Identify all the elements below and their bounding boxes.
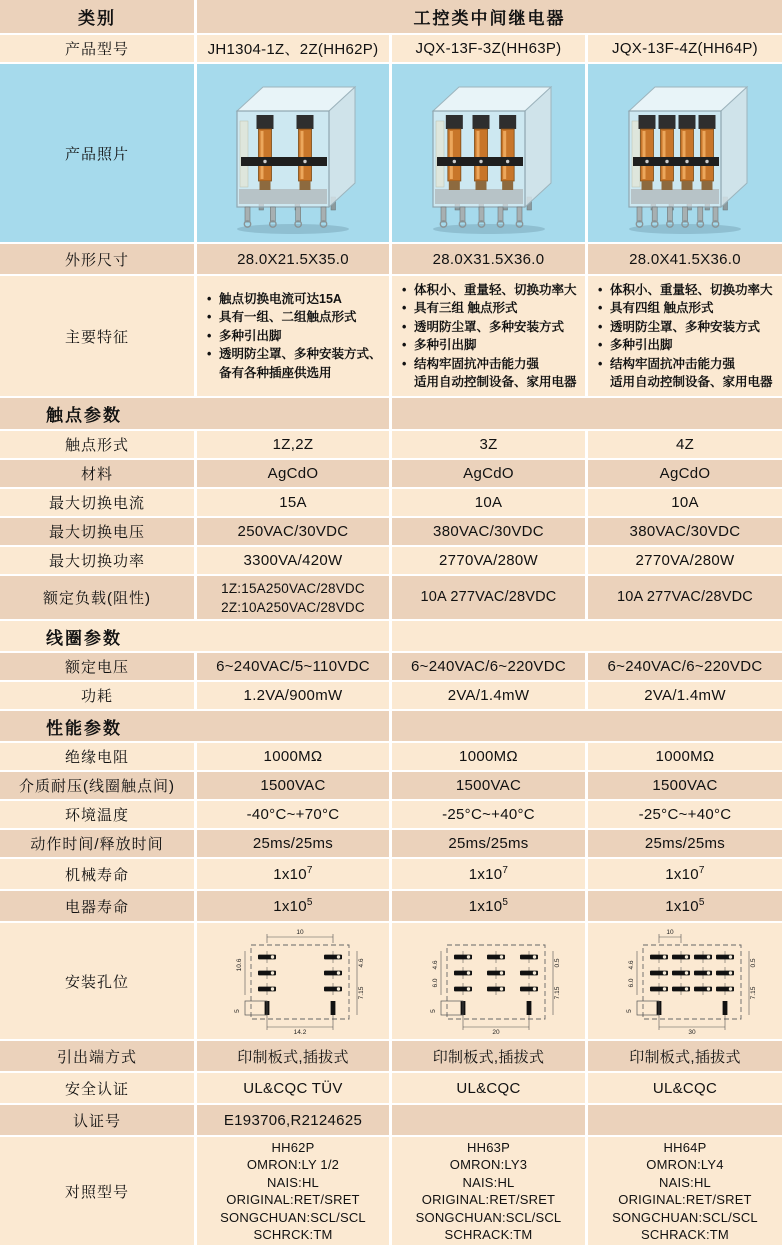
material-row <box>0 460 782 487</box>
value-exponent: 5 <box>698 896 705 908</box>
dimension-label: 10.6 <box>236 958 243 972</box>
mechanical-life-row <box>0 859 782 889</box>
product-model-row <box>0 35 782 62</box>
max-switching-current-cell: 10A <box>588 489 782 516</box>
safety-certification-row <box>0 1073 782 1103</box>
cell-line: ORIGINAL:RET/SRET <box>618 1192 752 1207</box>
section-label-contact-params: 触点参数 <box>0 398 389 429</box>
value-exponent: 7 <box>502 864 509 876</box>
cell-line: NAIS:HL <box>659 1174 711 1190</box>
features-cell <box>197 276 389 396</box>
features-cell <box>588 276 782 396</box>
mechanical-life-cell <box>197 859 389 889</box>
rated-voltage-cell: 6~240VAC/6~220VDC <box>588 653 782 680</box>
ambient-temperature-cell: -25°C~+40°C <box>392 801 585 828</box>
rated-voltage-cell: 6~240VAC/6~220VDC <box>392 653 585 680</box>
section-spacer-coil-params <box>392 621 782 651</box>
cell-line: SONGCHUAN:SCL/SCL <box>612 1209 758 1225</box>
max-switching-current-cell: 15A <box>197 489 389 516</box>
features-row <box>0 276 782 396</box>
value-exponent: 7 <box>306 864 313 876</box>
dimension-label: 5 <box>429 1009 437 1013</box>
feature-bullet: • 多种引出脚 <box>598 336 673 355</box>
electrical-life-value <box>665 898 705 915</box>
feature-note: 适用自动控制设备、家用电器 <box>610 375 773 389</box>
mechanical-life-value <box>665 866 705 883</box>
row-label-mechanical-life: 机械寿命 <box>0 859 194 889</box>
cross-reference-models-cell <box>392 1137 585 1245</box>
ambient-temperature-cell: -40°C~+70°C <box>197 801 389 828</box>
section-label-coil-params: 线圈参数 <box>0 621 389 651</box>
value-base: 1x10 <box>665 897 699 915</box>
cell-line: HH62P <box>271 1139 315 1155</box>
coil-params-row <box>0 621 782 651</box>
power-consumption-cell: 2VA/1.4mW <box>588 682 782 709</box>
dimension-label: 4.6 <box>431 960 439 970</box>
max-switching-voltage-cell: 380VAC/30VDC <box>392 518 585 545</box>
safety-certification-cell: UL&CQC <box>588 1073 782 1103</box>
dimensions-row <box>0 244 782 274</box>
max-switching-voltage-cell: 380VAC/30VDC <box>588 518 782 545</box>
row-label-max-switching-current: 最大切换电流 <box>0 489 194 516</box>
dimension-label: 7.15 <box>358 986 365 1000</box>
row-label-electrical-life: 电器寿命 <box>0 891 194 921</box>
value-exponent: 5 <box>306 896 313 908</box>
dimension-label: 4.6 <box>628 960 635 970</box>
dimension-label: 7.15 <box>553 986 561 1000</box>
ambient-temperature-row <box>0 801 782 828</box>
feature-bullet: • 具有三组 触点形式 <box>402 299 517 318</box>
dimensions-cell: 28.0X41.5X36.0 <box>588 244 782 274</box>
dimension-label: 10 <box>666 929 674 936</box>
feature-note: 适用自动控制设备、家用电器 <box>414 375 577 389</box>
row-label-features: 主要特征 <box>0 276 194 396</box>
dimension-label: 4.6 <box>358 958 365 968</box>
value-base: 1x10 <box>468 865 503 883</box>
terminal-type-cell: 印制板式,插拔式 <box>197 1041 389 1071</box>
performance-params-row <box>0 711 782 741</box>
max-switching-current-row <box>0 489 782 516</box>
dimension-label: 10 <box>296 929 304 936</box>
max-switching-power-cell: 3300VA/420W <box>197 547 389 574</box>
max-switching-current-cell: 10A <box>392 489 585 516</box>
features-cell <box>392 276 585 396</box>
photo-cell <box>392 64 585 242</box>
category-title: 工控类中间继电器 <box>197 0 782 33</box>
cell-line: SONGCHUAN:SCL/SCL <box>220 1209 366 1225</box>
dimension-label: 7.15 <box>750 986 757 1000</box>
dimension-label: 30 <box>688 1029 696 1035</box>
electrical-life-value <box>273 898 313 915</box>
dimensions-cell: 28.0X31.5X36.0 <box>392 244 585 274</box>
relay-photo-2pole <box>213 71 373 235</box>
rated-load-cell <box>197 576 389 619</box>
cell-line: OMRON:LY3 <box>449 1157 528 1172</box>
insulation-resistance-cell: 1000MΩ <box>588 743 782 770</box>
mechanical-life-value <box>273 866 313 883</box>
mounting-holes-row <box>0 923 782 1039</box>
mounting-diagram-2col <box>205 927 381 1035</box>
photo-cell <box>588 64 782 242</box>
dielectric-strength-cell: 1500VAC <box>392 772 585 799</box>
mounting-diagram-4col <box>597 927 773 1035</box>
max-switching-power-row <box>0 547 782 574</box>
cell-line: SCHRCK:TM <box>253 1227 333 1242</box>
safety-certification-cell: UL&CQC <box>392 1073 585 1103</box>
dimension-label: 0.5 <box>553 958 561 968</box>
cross-reference-models-cell <box>588 1137 782 1245</box>
certification-number-cell: E193706,R2124625 <box>197 1105 389 1135</box>
feature-bullet: • 具有一组、二组触点形式 <box>207 308 357 327</box>
cell-line: 1Z:15A250VAC/28VDC <box>221 580 365 596</box>
mechanical-life-cell <box>392 859 585 889</box>
product-model-cell: JH1304-1Z、2Z(HH62P) <box>197 35 389 62</box>
max-switching-voltage-row <box>0 518 782 545</box>
max-switching-voltage-cell: 250VAC/30VDC <box>197 518 389 545</box>
row-label-safety-certification: 安全认证 <box>0 1073 194 1103</box>
power-consumption-row <box>0 682 782 709</box>
value-exponent: 7 <box>698 864 705 876</box>
relay-photo-4pole <box>605 71 765 235</box>
cell-line: SCHRACK:TM <box>641 1227 729 1242</box>
cross-reference-models-row <box>0 1137 782 1245</box>
value-exponent: 5 <box>502 896 509 908</box>
row-label-dimensions: 外形尺寸 <box>0 244 194 274</box>
diagram-cell <box>197 923 389 1039</box>
dimension-label: 5 <box>234 1009 241 1013</box>
row-label-certification-number: 认证号 <box>0 1105 194 1135</box>
value-base: 1x10 <box>468 897 503 915</box>
feature-bullet: • 触点切换电流可达15A <box>207 290 342 309</box>
insulation-resistance-cell: 1000MΩ <box>197 743 389 770</box>
dielectric-strength-cell: 1500VAC <box>197 772 389 799</box>
feature-bullet: • 具有四组 触点形式 <box>598 299 713 318</box>
cell-line: NAIS:HL <box>267 1174 319 1190</box>
dimension-label: 0.5 <box>750 958 757 968</box>
category-row <box>0 0 782 33</box>
material-cell: AgCdO <box>392 460 585 487</box>
terminal-type-row <box>0 1041 782 1071</box>
electrical-life-value <box>469 898 509 915</box>
row-label-operate-release-time: 动作时间/释放时间 <box>0 830 194 857</box>
section-spacer-performance-params <box>392 711 782 741</box>
cell-line: OMRON:LY 1/2 <box>246 1157 340 1172</box>
value-base: 1x10 <box>665 865 699 883</box>
cell-line: SCHRACK:TM <box>444 1227 533 1242</box>
cell-line: OMRON:LY4 <box>646 1157 724 1172</box>
row-label-mounting-holes: 安装孔位 <box>0 923 194 1039</box>
dimension-label: 6.0 <box>431 978 439 988</box>
row-label-terminal-type: 引出端方式 <box>0 1041 194 1071</box>
cell-line: 10A 277VAC/28VDC <box>420 589 557 605</box>
material-cell: AgCdO <box>197 460 389 487</box>
feature-bullet: • 结构牢固抗冲击能力强 <box>598 355 735 374</box>
row-label-dielectric-strength: 介质耐压(线圈触点间) <box>0 772 194 799</box>
feature-bullet: • 透明防尘罩、多种安装方式、备有各种插座供选用 <box>207 345 385 382</box>
row-label-cross-reference-models: 对照型号 <box>0 1137 194 1245</box>
insulation-resistance-row <box>0 743 782 770</box>
row-label-max-switching-power: 最大切换功率 <box>0 547 194 574</box>
certification-number-cell <box>392 1105 585 1135</box>
contact-form-row <box>0 431 782 458</box>
diagram-cell <box>588 923 782 1039</box>
certification-number-row <box>0 1105 782 1135</box>
contact-form-cell: 3Z <box>392 431 585 458</box>
operate-release-time-row <box>0 830 782 857</box>
terminal-type-cell: 印制板式,插拔式 <box>392 1041 585 1071</box>
terminal-type-cell: 印制板式,插拔式 <box>588 1041 782 1071</box>
electrical-life-cell <box>392 891 585 921</box>
certification-number-cell <box>588 1105 782 1135</box>
row-label-max-switching-voltage: 最大切换电压 <box>0 518 194 545</box>
insulation-resistance-cell: 1000MΩ <box>392 743 585 770</box>
rated-voltage-cell: 6~240VAC/5~110VDC <box>197 653 389 680</box>
photo-cell <box>197 64 389 242</box>
feature-bullet: • 透明防尘罩、多种安装方式 <box>598 318 760 337</box>
dimensions-cell: 28.0X21.5X35.0 <box>197 244 389 274</box>
row-label-material: 材料 <box>0 460 194 487</box>
cell-line: HH63P <box>467 1139 510 1155</box>
row-label-category: 类别 <box>0 0 194 33</box>
contact-form-cell: 4Z <box>588 431 782 458</box>
cell-line: 2Z:10A250VAC/28VDC <box>221 599 365 615</box>
diagram-cell <box>392 923 585 1039</box>
power-consumption-cell: 1.2VA/900mW <box>197 682 389 709</box>
feature-bullet: • 多种引出脚 <box>402 336 477 355</box>
dielectric-strength-cell: 1500VAC <box>588 772 782 799</box>
operate-release-time-cell: 25ms/25ms <box>392 830 585 857</box>
cell-line: ORIGINAL:RET/SRET <box>226 1192 360 1207</box>
ambient-temperature-cell: -25°C~+40°C <box>588 801 782 828</box>
mechanical-life-value <box>469 866 509 883</box>
row-label-rated-voltage: 额定电压 <box>0 653 194 680</box>
relay-photo-3pole <box>409 71 569 235</box>
cell-line: 10A 277VAC/28VDC <box>617 589 753 605</box>
electrical-life-cell <box>197 891 389 921</box>
power-consumption-cell: 2VA/1.4mW <box>392 682 585 709</box>
value-base: 1x10 <box>273 897 307 915</box>
max-switching-power-cell: 2770VA/280W <box>392 547 585 574</box>
operate-release-time-cell: 25ms/25ms <box>588 830 782 857</box>
cell-line: SONGCHUAN:SCL/SCL <box>415 1209 562 1225</box>
cell-line: ORIGINAL:RET/SRET <box>421 1192 556 1207</box>
contact-params-row <box>0 398 782 429</box>
rated-voltage-row <box>0 653 782 680</box>
product-model-cell: JQX-13F-3Z(HH63P) <box>392 35 585 62</box>
row-label-insulation-resistance: 绝缘电阻 <box>0 743 194 770</box>
cross-reference-models-cell <box>197 1137 389 1245</box>
value-base: 1x10 <box>273 865 307 883</box>
row-label-power-consumption: 功耗 <box>0 682 194 709</box>
dimension-label: 5 <box>626 1009 633 1013</box>
mounting-diagram-3col <box>401 927 577 1035</box>
feature-bullet: • 体积小、重量轻、切换功率大 <box>598 281 773 300</box>
rated-load-cell <box>392 576 585 619</box>
cell-line: NAIS:HL <box>462 1174 515 1190</box>
cell-line: HH64P <box>663 1139 707 1155</box>
row-label-product-model: 产品型号 <box>0 35 194 62</box>
operate-release-time-cell: 25ms/25ms <box>197 830 389 857</box>
dielectric-strength-row <box>0 772 782 799</box>
row-label-rated-load: 额定负载(阻性) <box>0 576 194 619</box>
electrical-life-cell <box>588 891 782 921</box>
contact-form-cell: 1Z,2Z <box>197 431 389 458</box>
dimension-label: 6.0 <box>628 978 635 988</box>
feature-bullet: • 结构牢固抗冲击能力强 <box>402 355 539 374</box>
feature-bullet: • 多种引出脚 <box>207 327 282 346</box>
feature-bullet: • 体积小、重量轻、切换功率大 <box>402 281 577 300</box>
section-label-performance-params: 性能参数 <box>0 711 389 741</box>
safety-certification-cell: UL&CQC TÜV <box>197 1073 389 1103</box>
row-label-ambient-temperature: 环境温度 <box>0 801 194 828</box>
rated-load-row <box>0 576 782 619</box>
max-switching-power-cell: 2770VA/280W <box>588 547 782 574</box>
product-photo-row <box>0 64 782 242</box>
material-cell: AgCdO <box>588 460 782 487</box>
section-spacer-contact-params <box>392 398 782 429</box>
row-label-contact-form: 触点形式 <box>0 431 194 458</box>
dimension-label: 20 <box>491 1029 500 1035</box>
mechanical-life-cell <box>588 859 782 889</box>
electrical-life-row <box>0 891 782 921</box>
dimension-label: 14.2 <box>293 1029 307 1035</box>
rated-load-cell <box>588 576 782 619</box>
product-model-cell: JQX-13F-4Z(HH64P) <box>588 35 782 62</box>
row-label-product-photo: 产品照片 <box>0 64 194 242</box>
feature-bullet: • 透明防尘罩、多种安装方式 <box>402 318 564 337</box>
